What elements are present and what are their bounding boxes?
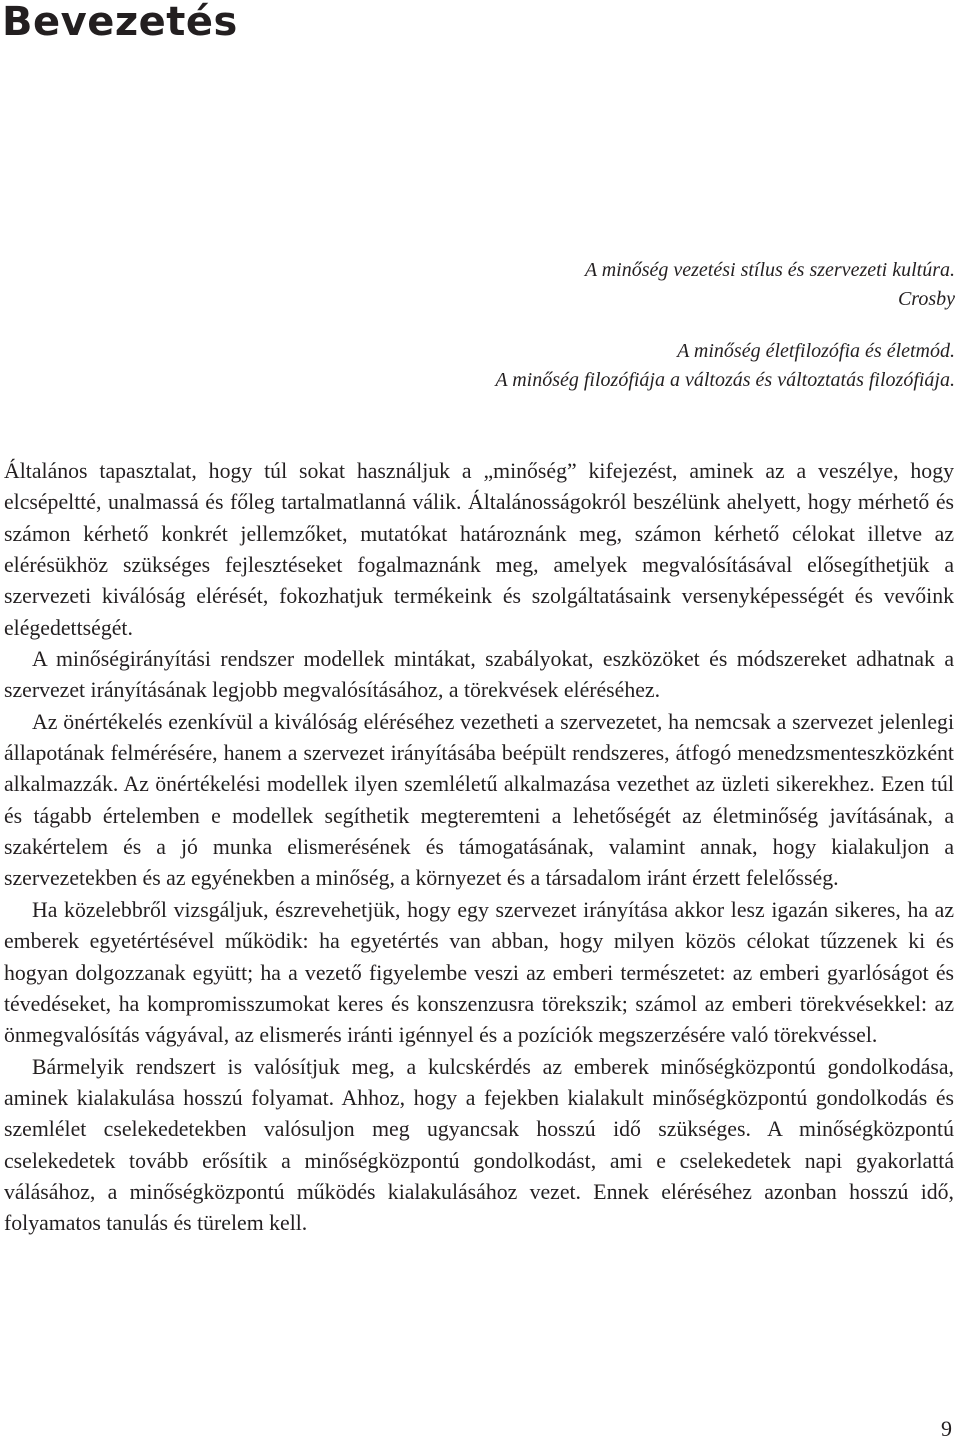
paragraph: Bármelyik rendszert is valósítjuk meg, a kulcskérdés az emberek minőségközpontú gondolkodása, aminek kialakulása hosszú folyamat. Ahhoz, hogy a fejekben kialakult minőségközpontú gondolkodás és szemlélet cselekedetekben valósuljon meg ugyancsak hosszú idő szükséges. A minőségközpontú cselekedetek tovább erősítik a minőségközpontú gondolkodást, ami e cselekedetek napi gyakorlattá válásához, a minőségközpontú működés kialakulásához vezet. Ennek eléréséhez azonban hosszú idő, folyamatos tanulás és türelem kell. (4, 1054, 954, 1236)
paragraph: Ha közelebbről vizsgáljuk, észrevehetjük, hogy egy szervezet irányítása akkor lesz igazán sikeres, ha az emberek egyetértésével működik: ha egyetértés van abban, hogy milyen közös célokat tűzzenek ki és hogyan dolgozzanak együtt; ha a vezető figyelembe veszi az emberi természetet: az emberi gyarlóságot és tévedéseket, ha kompromisszumokat keres és konszenzusra törekszik; számol az emberi törekvésekkel: az önmegvalósítás vágyával, az elismerés iránti igénnyel és a pozíciók megszerzésére való törekvéssel. (4, 897, 954, 1048)
body-text (4, 456, 954, 1240)
page-number: 9 (941, 1416, 952, 1441)
paragraph: A minőségirányítási rendszer modellek mintákat, szabályokat, eszközöket és módszereket adhatnak a szervezet irányításának legjobb megvalósításához, a törekvések eléréséhez. (4, 647, 954, 703)
paragraph: Az önértékelés ezenkívül a kiválóság eléréséhez vezetheti a szervezetet, ha nemcsak a szervezet jelenlegi állapotának felmérésére, hanem a szervezet irányításába beépült rendszeres, átfogó menedzsmenteszközként alkalmazzák. Az önértékelési modellek ilyen szemléletű alkalmazása vezethet az üzleti sikerekhez. Ezen túl és tágabb értelemben e modellek segíthetik megteremteni a lehetőségét az életminőség javításának, a szakértelem és a jó munka elismerésének és támogatásának, valamint annak, hogy kialakuljon a szervezetekben és az egyénekben a minőség, a környezet és a társadalom iránt érzett felelősség. (4, 709, 954, 891)
paragraph: Általános tapasztalat, hogy túl sokat használjuk a „minőség” kifejezést, aminek az a veszélye, hogy elcsépeltté, unalmassá és főleg tartalmatlanná válik. Általánosságokról beszélünk ahelyett, hogy mérhető és számon kérhető konkrét jellemzőket, mutatókat határoznánk meg, számon kérhető célokat illetve az elérésükhöz szükséges fejlesztéseket fogalmaznánk meg, amelyek megvalósításával elősegíthetjük a szervezeti kiválóság elérését, fokozhatjuk termékeink és szolgáltatásaink versenyképességét és vevőink elégedettségét. (4, 459, 954, 640)
epigraph-quote: A minőség életfilozófia és életmód. (677, 340, 955, 362)
epigraph-quote: A minőség vezetési stílus és szervezeti kultúra. (584, 259, 955, 281)
epigraph-quote: A minőség filozófiája a változás és változtatás filozófiája. (495, 369, 955, 391)
epigraph-block (255, 256, 955, 395)
page-title: Bevezetés (2, 0, 238, 45)
epigraph-author: Crosby (897, 288, 955, 310)
epigraph-spacer (255, 314, 955, 337)
